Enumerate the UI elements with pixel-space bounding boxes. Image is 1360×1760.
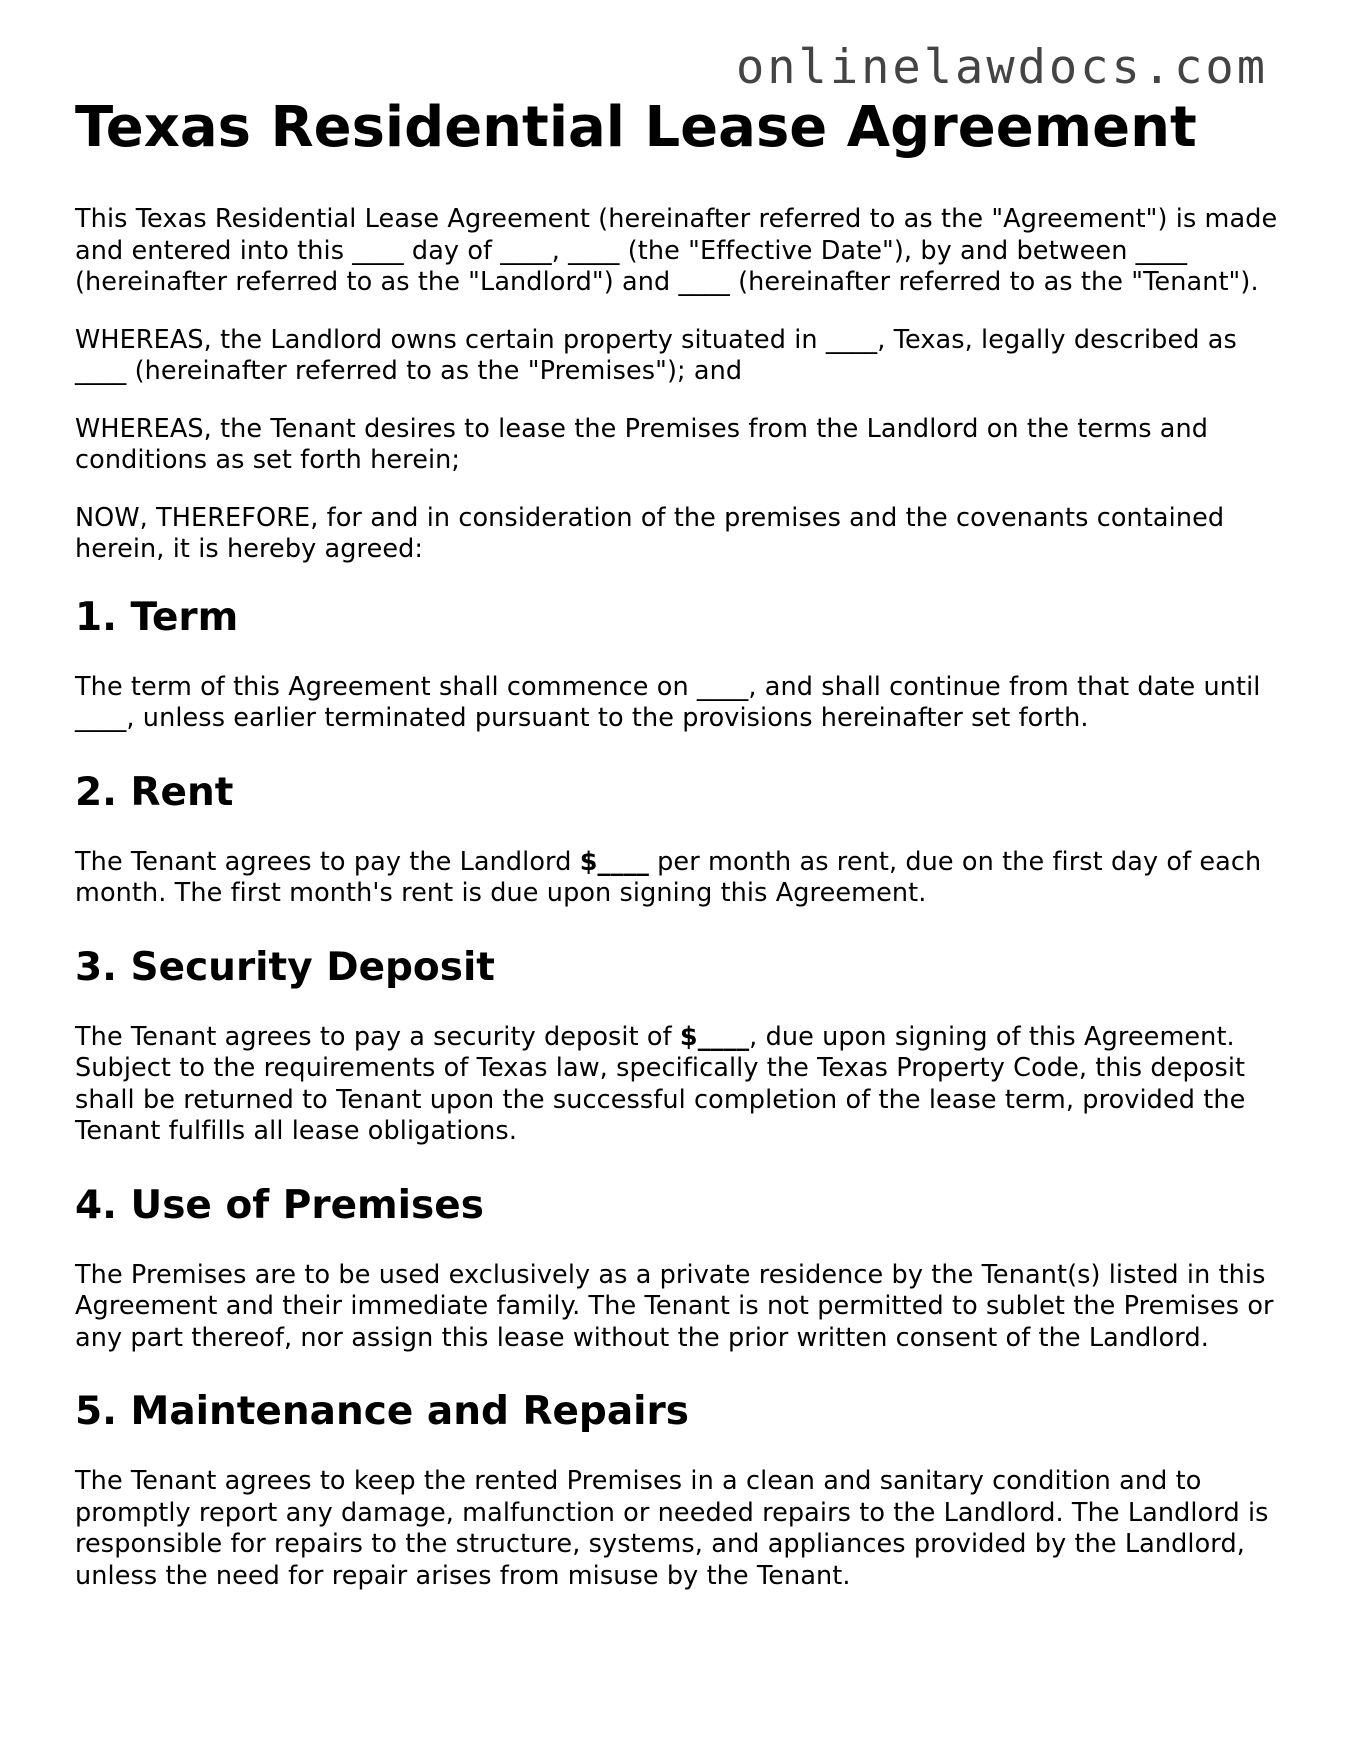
watermark: onlinelawdocs.com [735, 40, 1268, 95]
section-body [75, 847, 1285, 910]
section-heading: 1. Term [75, 594, 239, 640]
document-body [75, 96, 1285, 1626]
section-security-deposit [75, 944, 1285, 1148]
rent-amount-blank: $____ [579, 846, 649, 877]
whereas-tenant-paragraph: WHEREAS, the Tenant desires to lease the Premises from the Landlord on the terms and conditions as set forth herein; [75, 413, 1209, 475]
preamble [75, 204, 1285, 566]
rent-text-after: per month as rent, due on the first day of each month. The first month's rent is due upon signing this Agreement. [75, 846, 1262, 908]
rent-text-before: The Tenant agrees to pay the Landlord [75, 846, 580, 877]
deposit-amount-blank: $____ [679, 1021, 750, 1052]
section-body: The term of this Agreement shall commence on ____, and shall continue from that date until ____, unless earlier terminated pursuant to the provisions hereinafter set forth. [75, 671, 1261, 733]
now-therefore-paragraph: NOW, THEREFORE, for and in consideration of the premises and the covenants contained herein, it is hereby agreed: [75, 502, 1225, 564]
section-body: The Premises are to be used exclusively as a private residence by the Tenant(s) listed in this Agreement and their immediate family. The Tenant is not permitted to sublet the Premises or any part thereof, nor assign this lease without the prior written consent of the Landlord. [75, 1259, 1274, 1353]
whereas-property-paragraph: WHEREAS, the Landlord owns certain property situated in ____, Texas, legally described as ____ (hereinafter referred to as the "Premises"); and [75, 324, 1237, 386]
section-heading: 3. Security Deposit [75, 944, 495, 990]
section-heading: 4. Use of Premises [75, 1182, 484, 1228]
deposit-text-before: The Tenant agrees to pay a security deposit of [75, 1021, 680, 1052]
section-rent [75, 769, 1285, 910]
section-maintenance-repairs [75, 1388, 1285, 1592]
section-term [75, 594, 1285, 735]
section-use-of-premises [75, 1182, 1285, 1355]
section-heading: 5. Maintenance and Repairs [75, 1389, 689, 1434]
section-body [75, 1022, 1285, 1148]
deposit-text-after: , due upon signing of this Agreement. Subject to the requirements of Texas law, specifically the Texas Property Code, this deposit shall be returned to Tenant upon the successful completion of the lease term, provided the Tenant fulfills all lease obligations. [75, 1021, 1246, 1146]
section-body: The Tenant agrees to keep the rented Premises in a clean and sanitary condition and to promptly report any damage, malfunction or needed repairs to the Landlord. The Landlord is responsible for repairs to the structure, systems, and appliances provided by the Landlord, unless the need for repair arises from misuse by the Tenant. [75, 1466, 1269, 1591]
intro-paragraph: This Texas Residential Lease Agreement (hereinafter referred to as the "Agreement") is made and entered into this ____ day of ____, ____ (the "Effective Date"), by and between ____ (hereinafter referred to as the "Landlord") and ____ (hereinafter referred to as the "Tenant"). [75, 204, 1278, 297]
document-title: Texas Residential Lease Agreement [75, 95, 1197, 160]
section-heading: 2. Rent [75, 769, 234, 815]
